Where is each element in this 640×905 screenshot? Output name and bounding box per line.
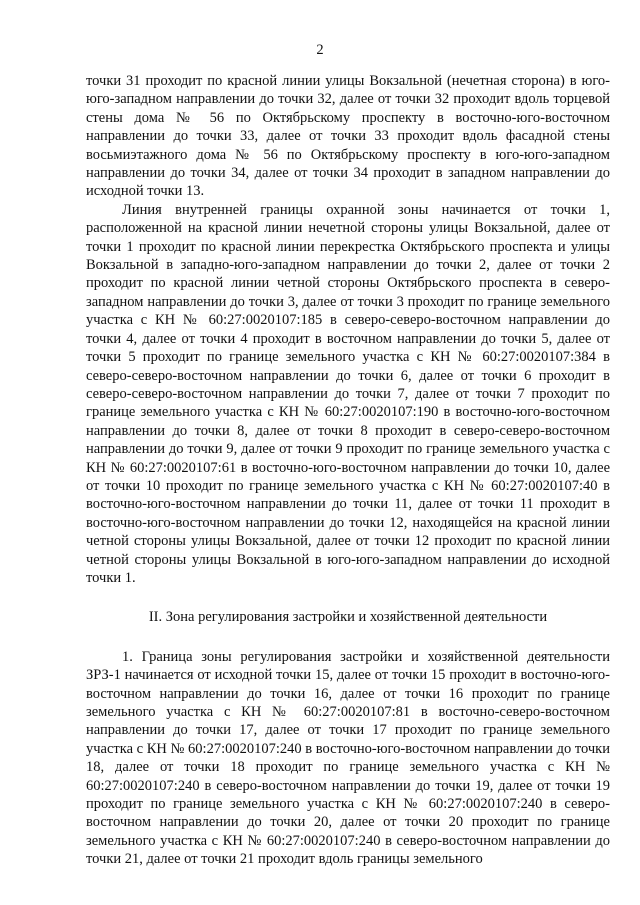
page-number: 2 xyxy=(316,42,324,58)
paragraph-continuation: точки 31 проходит по красной линии улицы Вокзальной (нечетная сторона) в юго-юго-западном направлении до точки 32, далее от точки 32 проходит вдоль торцевой стены дома № 56 по Октябрьскому проспекту в восточно-юго-восточном направлении до точки 33, далее от точки 33 проходит вдоль фасадной стены восьмиэтажного дома № 56 по Октябрьскому проспекту в юго-юго-западном направлении до точки 34, далее от точки 34 проходит в западном направлении до исходной точки 13. xyxy=(86,73,610,200)
document-body xyxy=(86,72,610,869)
section-heading: II. Зона регулирования застройки и хозяйственной деятельности xyxy=(148,609,548,626)
paragraph-inner-boundary: Линия внутренней границы охранной зоны начинается от точки 1, расположенной на красной линии нечетной стороны улицы Вокзальной, далее от точки 1 проходит по красной линии перекрестка Октябрьского проспекта и улицы Вокзальной в западно-юго-западном направлении до точки 2, далее от точки 2 проходит по красной линии четной стороны Октябрьского проспекта в северо-западном направлении до точки 3, далее от точки 3 проходит по границе земельного участка с КН № 60:27:0020107:185 в северо-северо-восточном направлении до точки 4, далее от точки 4 проходит в восточном направлении до точки 5, далее от точки 5 проходит по границе земельного участка с КН № 60:27:0020107:384 в северо-северо-восточном направлении до точки 6, далее от точки 6 проходит в северо-северо-восточном направлении до точки 7, далее от точки 7 проходит по границе земельного участка с КН № 60:27:0020107:190 в восточно-юго-восточном направлении до точки 8, далее от точки 8 проходит в северо-северо-восточном направлении до точки 9, далее от точки 9 проходит по границе земельного участка с КН № 60:27:0020107:61 в восточно-юго-восточном направлении до точки 10, далее от точки 10 проходит по границе земельного участка с КН № 60:27:0020107:40 в восточно-юго-восточном направлении до точки 11, далее от точки 11 проходит в восточно-юго-восточном направлении до точки 12, находящейся на красной линии четной стороны улицы Вокзальной, далее от точки 12 проходит по красной линии четной стороны улицы Вокзальной в юго-юго-западном направлении до исходной точки 1. xyxy=(86,201,610,586)
paragraph-zone-boundary: 1. Граница зоны регулирования застройки и хозяйственной деятельности ЗРЗ-1 начинается от исходной точки 15, далее от точки 15 проходит в восточно-юго-восточном направлении до точки 16, далее от точки 16 проходит по границе земельного участка с КН № 60:27:0020107:81 в восточно-северо-восточном направлении до точки 17, далее от точки 17 проходит по границе земельного участка с КН № 60:27:0020107:240 в восточно-юго-восточном направлении до точки 18, далее от точки 18 проходит по границе земельного участка с КН № 60:27:0020107:240 в северо-восточном направлении до точки 19, далее от точки 19 проходит по границе земельного участка с КН № 60:27:0020107:240 в северо-восточном направлении до точки 20, далее от точки 20 проходит по границе земельного участка с КН № 60:27:0020107:240 в северо-восточном направлении до точки 21, далее от точки 21 проходит вдоль границы земельного xyxy=(86,648,610,868)
